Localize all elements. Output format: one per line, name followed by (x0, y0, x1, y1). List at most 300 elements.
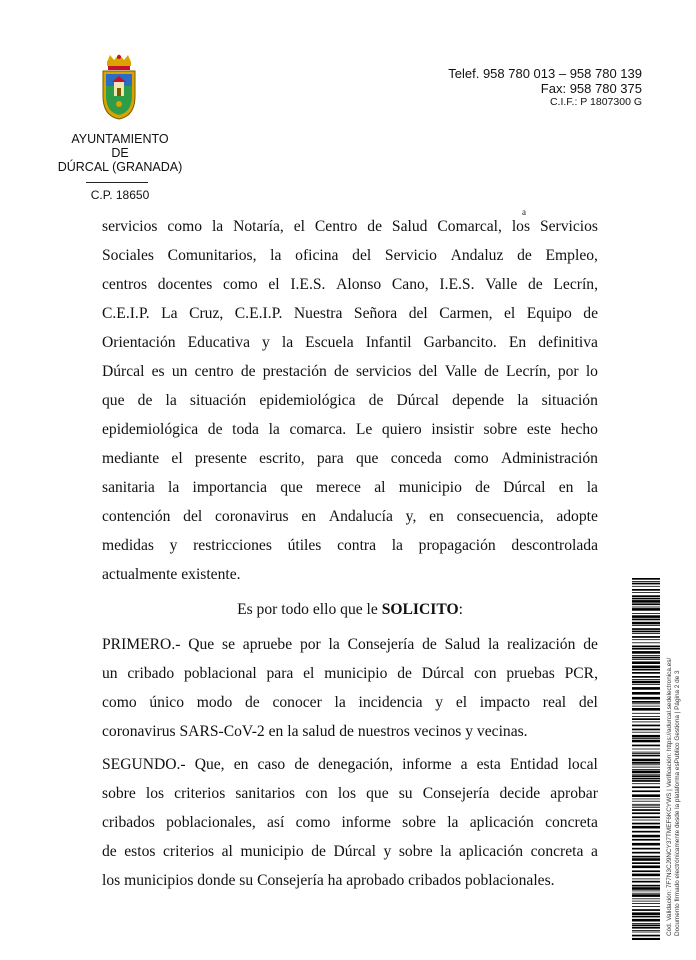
word: del (418, 363, 438, 380)
text-line (102, 634, 598, 663)
word: como (167, 218, 203, 235)
word: servicios (102, 218, 158, 235)
word: Consejería (347, 636, 415, 653)
barcode-bar (632, 835, 660, 838)
barcode-bar (632, 809, 660, 811)
word: el (455, 694, 468, 711)
tax-id: C.I.F.: P 1807300 G (549, 96, 642, 108)
text-line (102, 841, 598, 870)
barcode-bar (632, 713, 660, 714)
word: En (508, 334, 527, 351)
word: de (367, 218, 382, 235)
word: modo (196, 694, 233, 711)
header-divider (86, 182, 148, 183)
barcode-bar (632, 622, 660, 625)
barcode-bar (632, 790, 660, 792)
barcode-bar (632, 738, 660, 739)
barcode-bar (632, 659, 660, 660)
barcode-bar (632, 852, 660, 854)
word: del (578, 694, 598, 711)
barcode-bar (632, 775, 660, 777)
word: Que (188, 636, 215, 653)
organization-name: AYUNTAMIENTO (71, 132, 169, 146)
barcode-bar (632, 607, 660, 608)
word: con (474, 665, 497, 682)
word: de (484, 363, 499, 380)
word: el (504, 305, 516, 322)
barcode-bar (632, 804, 660, 805)
barcode-bar (632, 676, 660, 678)
word: como (295, 814, 331, 831)
word: se (222, 636, 235, 653)
barcode-bar (632, 893, 660, 894)
text-line (102, 448, 598, 477)
barcode-bar (632, 759, 660, 762)
barcode-bar (632, 764, 660, 765)
word: servicios (355, 363, 412, 380)
word: lo (585, 363, 598, 380)
word: sanitarios (235, 785, 296, 802)
word: en (233, 756, 249, 773)
barcode-bar (632, 812, 660, 814)
barcode-bar (632, 718, 660, 720)
word: la (586, 479, 598, 496)
text-line (102, 812, 598, 841)
word: de (583, 305, 598, 322)
validation-barcode (632, 578, 660, 940)
barcode-bar (632, 589, 660, 591)
barcode-bar (632, 826, 660, 829)
word: del (352, 247, 372, 264)
word: Cano, (391, 276, 429, 293)
postal-code: C.P. 18650 (90, 188, 150, 202)
word: real (542, 694, 567, 711)
word: Orientación (102, 334, 176, 351)
barcode-bar (632, 774, 660, 775)
barcode-bar (632, 657, 660, 659)
barcode-bar (632, 600, 660, 603)
barcode-bar (632, 894, 660, 897)
word: impacto (479, 694, 531, 711)
word: I.E.S. (290, 276, 326, 293)
validation-text (666, 574, 682, 936)
text-line (102, 361, 598, 390)
barcode-bar (632, 848, 660, 850)
barcode-bar (632, 823, 660, 825)
telephone: Telef. 958 780 013 – 958 780 139 (448, 66, 642, 81)
word: de (422, 636, 437, 653)
barcode-bar (632, 856, 660, 858)
word: el (293, 218, 305, 235)
word: aplicación (469, 814, 534, 831)
word: concreta (530, 843, 584, 860)
barcode-bar (632, 887, 660, 890)
organization-location: DÚRCAL (GRANADA) (57, 160, 183, 174)
word: Equipo (526, 305, 572, 322)
barcode-bar (632, 909, 660, 911)
word: escrito, (259, 450, 305, 467)
word: Notaría, (233, 218, 284, 235)
barcode-bar (632, 625, 660, 626)
letter-body (102, 207, 598, 899)
word: cribado (127, 665, 175, 682)
word: local (567, 756, 598, 773)
word: la (211, 218, 224, 235)
barcode-bar (632, 749, 660, 750)
word: merece (315, 479, 361, 496)
word: incidencia (358, 694, 423, 711)
barcode-bar (632, 592, 660, 593)
word: contención (102, 508, 171, 525)
barcode-bar (632, 874, 660, 877)
word: conocer (272, 694, 322, 711)
word: actualmente existente. (102, 566, 241, 583)
word: oficina (295, 247, 339, 264)
barcode-bar (632, 603, 660, 605)
barcode-bar (632, 684, 660, 685)
word: este (526, 421, 552, 438)
word: sobre (102, 785, 136, 802)
text-line (102, 419, 598, 448)
barcode-bar (632, 839, 660, 841)
barcode-bar (632, 633, 660, 634)
barcode-bar (632, 692, 660, 695)
word: los municipios donde su Consejería ha aprobado cribados poblacionales. (102, 872, 555, 889)
barcode-bar (632, 778, 660, 780)
barcode-bar (632, 636, 660, 638)
word: poblacional (183, 665, 257, 682)
barcode-bar (632, 628, 660, 630)
word: Salud (444, 636, 481, 653)
barcode-bar (632, 767, 660, 768)
word: por (557, 363, 579, 380)
solicito-heading: SOLICITO (381, 601, 459, 618)
barcode-bar (632, 935, 660, 937)
word: la (270, 247, 282, 264)
barcode-bar (632, 672, 660, 674)
barcode-bar (632, 703, 660, 704)
word: informe (341, 814, 391, 831)
word: Salud (391, 218, 428, 235)
word: único (149, 694, 185, 711)
word: denegación, (318, 756, 394, 773)
word: de (245, 694, 260, 711)
word: la (281, 334, 294, 351)
validation-code-line: Cód. Validación: 7F7N3CJ9NCY37TMEF6KCYWS | Verificación: https://adurcal.sedelectronica.es/ (666, 657, 673, 936)
word: Servicios (539, 218, 598, 235)
word: Dúrcal (503, 479, 546, 496)
barcode-bar (632, 581, 660, 582)
barcode-bar (632, 919, 660, 922)
word: aprobar (550, 785, 598, 802)
word: decide (499, 785, 541, 802)
word: pruebas (506, 665, 555, 682)
word: el (303, 665, 315, 682)
word: así (267, 814, 285, 831)
barcode-bar (632, 648, 660, 650)
barcode-bar (632, 932, 660, 933)
word: al (221, 843, 233, 860)
solicito-line (102, 599, 598, 628)
barcode-bar (632, 752, 660, 753)
word: en (301, 508, 317, 525)
word: de (397, 665, 412, 682)
barcode-bar (632, 769, 660, 770)
barcode-bar (632, 783, 660, 784)
word: Educativa (187, 334, 250, 351)
barcode-bar (632, 866, 660, 869)
word: Dúrcal (396, 392, 439, 409)
word: propagación (418, 537, 496, 554)
word: PRIMERO.- (102, 636, 181, 653)
word: realización (507, 636, 576, 653)
word: y (262, 334, 270, 351)
barcode-bar (632, 583, 660, 585)
word: la (447, 814, 459, 831)
word: de (517, 247, 532, 264)
word: Alonso (336, 276, 382, 293)
word: el (268, 276, 280, 293)
word: Garbancito. (423, 334, 497, 351)
word: de (102, 843, 117, 860)
text-line (102, 754, 598, 783)
barcode-bar (632, 916, 660, 918)
barcode-bar (632, 716, 660, 717)
text-line (102, 216, 598, 245)
barcode-bar (632, 831, 660, 833)
word: docentes (157, 276, 213, 293)
barcode-bar (632, 669, 660, 671)
word: situación (189, 392, 247, 409)
barcode-bar (632, 906, 660, 907)
word: apruebe (242, 636, 293, 653)
barcode-bar (632, 843, 660, 846)
word: del (408, 305, 428, 322)
word: de (583, 636, 598, 653)
word: a (460, 756, 468, 773)
word: adopte (556, 508, 598, 525)
word: útiles (287, 537, 322, 554)
word: presente (194, 450, 247, 467)
word: de (475, 479, 490, 496)
word: para (316, 450, 344, 467)
word: en (558, 479, 574, 496)
barcode-bar (632, 740, 660, 743)
word: importancia (192, 479, 268, 496)
word: conceda (390, 450, 442, 467)
word: sobre (402, 814, 436, 831)
word: un (102, 665, 118, 682)
barcode-bar (632, 805, 660, 806)
word: criterios (174, 785, 226, 802)
barcode-bar (632, 661, 660, 664)
text-line (102, 721, 598, 750)
word: depende (452, 392, 505, 409)
word: Dúrcal (333, 843, 376, 860)
barcode-bar (632, 679, 660, 680)
word: prestación (262, 363, 327, 380)
word: sobre (398, 843, 433, 860)
word: Que, (194, 756, 225, 773)
validation-signature-line: Documento firmado electrónicamente desde la plataforma esPublico Gestiona | Página 2 de 3 (674, 670, 681, 936)
word: Entidad (509, 756, 559, 773)
word: Infantil (365, 334, 412, 351)
barcode-bar (632, 619, 660, 621)
barcode-bar (632, 681, 660, 684)
word: definitiva (538, 334, 598, 351)
word: Lecrín, (553, 276, 598, 293)
word: su (398, 785, 413, 802)
word: con (305, 785, 328, 802)
barcode-bar (632, 901, 660, 902)
word: la (165, 392, 177, 409)
paragraph-services (102, 216, 598, 593)
text-line (102, 390, 598, 419)
barcode-bar (632, 801, 660, 802)
word: de (527, 276, 543, 293)
word: para (266, 665, 294, 682)
barcode-bar (632, 927, 660, 929)
barcode-bar (632, 938, 660, 940)
word: estos (124, 843, 156, 860)
word: La (161, 305, 178, 322)
word: quiero (381, 421, 422, 438)
barcode-bar (632, 729, 660, 731)
word: aplicación (458, 843, 524, 860)
word: criterios (163, 843, 215, 860)
paragraph-segundo (102, 754, 598, 899)
word: de (334, 363, 349, 380)
word: contra (337, 537, 377, 554)
word: la (517, 392, 529, 409)
word: informe (402, 756, 452, 773)
text-line (102, 564, 598, 593)
barcode-bar (632, 745, 660, 747)
word: de (207, 421, 223, 438)
solicito-intro: Es por todo ello que le (237, 601, 382, 618)
barcode-bar (632, 725, 660, 727)
word: mediante (102, 450, 160, 467)
text-line (102, 274, 598, 303)
barcode-bar (632, 586, 660, 587)
word: municipio (398, 479, 462, 496)
word: caso (257, 756, 286, 773)
word: C.E.I.P. (234, 305, 283, 322)
word: insistir (431, 421, 474, 438)
text-line (102, 303, 598, 332)
word: y (435, 694, 444, 711)
word: Señora (353, 305, 398, 322)
text-line (102, 477, 598, 506)
word: un (171, 363, 188, 380)
word: esta (476, 756, 501, 773)
fax-number: Fax: 958 780 375 (540, 81, 642, 96)
word: la (487, 636, 500, 653)
barcode-bar (632, 870, 660, 872)
word: centros (102, 276, 148, 293)
barcode-bar (632, 771, 660, 774)
word: y, (405, 508, 417, 525)
barcode-bar (632, 608, 660, 611)
barcode-bar (632, 722, 660, 723)
solicito-colon: : (458, 601, 463, 618)
word: Lecrín, (506, 363, 551, 380)
word: medidas (102, 537, 154, 554)
word: los (337, 785, 357, 802)
word: restricciones (193, 537, 272, 554)
barcode-bar (632, 615, 660, 618)
barcode-bar (632, 923, 660, 924)
word: Comunitarios, (167, 247, 257, 264)
word: la (268, 421, 280, 438)
word: que (102, 392, 125, 409)
word: comarca. (289, 421, 347, 438)
word: epidemiológica (259, 392, 356, 409)
word: que (355, 450, 379, 467)
text-line (102, 535, 598, 564)
word: Le (355, 421, 373, 438)
organization-connector: DE (111, 146, 129, 160)
barcode-bar (632, 858, 660, 861)
word: cribados (102, 814, 155, 831)
text-line (102, 783, 598, 812)
word: como (223, 276, 258, 293)
word: Administración (500, 450, 598, 467)
word: la (328, 636, 340, 653)
word: centro (194, 363, 234, 380)
barcode-bar (632, 655, 660, 656)
barcode-bar (632, 912, 660, 915)
word: Centro (314, 218, 358, 235)
word: situación (541, 392, 598, 409)
barcode-bar (632, 595, 660, 597)
barcode-bar (632, 762, 660, 764)
barcode-bar (632, 755, 660, 757)
barcode-bar (632, 930, 660, 931)
barcode-bar (632, 706, 660, 707)
word: en (429, 508, 444, 525)
word: Sociales (102, 247, 154, 264)
word: por (299, 636, 321, 653)
barcode-bar (632, 780, 660, 782)
word: sanitaria (102, 479, 155, 496)
word: Consejería (422, 785, 490, 802)
barcode-bar (632, 666, 660, 669)
word: consecuencia, (456, 508, 544, 525)
word: de (240, 363, 256, 380)
superscript-mark: a (522, 207, 526, 217)
barcode-bar (632, 613, 660, 614)
word: Cruz, (189, 305, 224, 322)
word: que (366, 785, 389, 802)
text-line (102, 506, 598, 535)
word: sobre (483, 421, 518, 438)
barcode-bar (632, 820, 660, 821)
word: de (137, 392, 153, 409)
word: la (391, 537, 403, 554)
word: como (454, 450, 489, 467)
word: la (168, 479, 180, 496)
word: es (151, 363, 165, 380)
word: C.E.I.P. (102, 305, 150, 322)
barcode-bar (632, 631, 660, 633)
barcode-bar (632, 651, 660, 654)
word: los (145, 785, 165, 802)
barcode-bar (632, 732, 660, 733)
word: Valle (485, 276, 518, 293)
word: Valle (444, 363, 477, 380)
text-line (102, 332, 598, 361)
